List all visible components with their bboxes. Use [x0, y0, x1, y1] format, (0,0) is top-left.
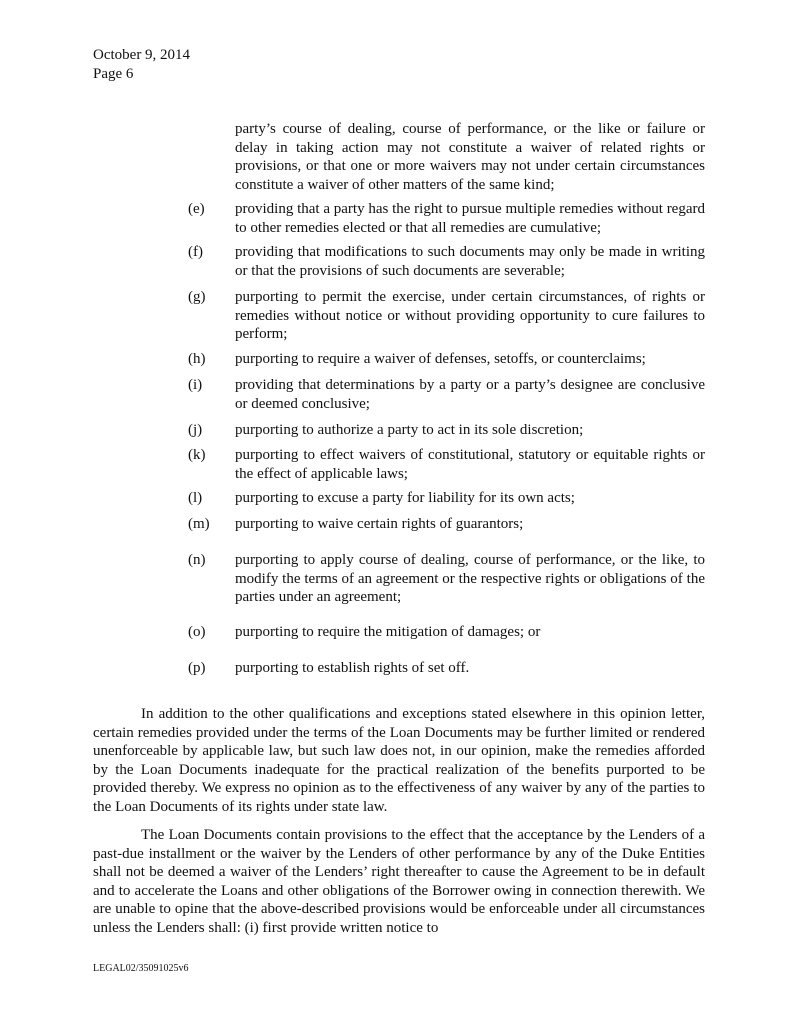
list-item-text: purporting to require a waiver of defenses, setoffs, or counterclaims; — [235, 351, 646, 367]
list-item-text: providing that determinations by a party or a party’s designee are conclusive or deemed conclusive; — [235, 377, 705, 412]
document-id-footer: LEGAL02/35091025v6 — [93, 963, 189, 974]
list-item-text: providing that modifications to such documents may only be made in writing or that the provisions of such documents are severable; — [235, 244, 705, 279]
list-item-label: (i) — [188, 377, 203, 393]
list-item-text: purporting to excuse a party for liability for its own acts; — [235, 490, 575, 506]
list-item-label: (o) — [188, 624, 206, 640]
list-item-text: purporting to authorize a party to act in its sole discretion; — [235, 422, 584, 438]
header-page-number: Page 6 — [93, 66, 134, 82]
body-paragraph-loan-documents: The Loan Documents contain provisions to the effect that the acceptance by the Lenders of a past-due installment or the waiver by the Lenders of other performance by any of the Duke Entities shall not be deemed a waiver of the Lenders’ right thereafter to cause the Agreement to be in default and to accelerate the Loans and other obligations of the Borrower owing in connection therewith. We are unable to opine that the above-described provisions would be enforceable under all circumstances unless the Lenders shall: (i) first provide written notice to — [93, 827, 705, 936]
list-continuation-text: party’s course of dealing, course of performance, or the like or failure or delay in taking action may not constitute a waiver of related rights or provisions, or that one or more waivers may not under certain circumstances constitute a waiver of other matters of the same kind; — [235, 121, 705, 193]
list-item-label: (g) — [188, 289, 206, 305]
list-item-text: purporting to require the mitigation of damages; or — [235, 624, 541, 640]
list-item-text: providing that a party has the right to pursue multiple remedies without regard to other remedies elected or that all remedies are cumulative; — [235, 201, 705, 236]
list-item-label: (m) — [188, 516, 210, 532]
list-item-label: (n) — [188, 552, 206, 568]
list-item-label: (l) — [188, 490, 203, 506]
list-item-label: (h) — [188, 351, 206, 367]
list-item-label: (j) — [188, 422, 203, 438]
list-item-text: purporting to apply course of dealing, course of performance, or the like, to modify the terms of an agreement or the respective rights or obligations of the parties under an agreement; — [235, 552, 705, 605]
header-date: October 9, 2014 — [93, 47, 191, 63]
page-header — [93, 46, 190, 84]
list-item-text: purporting to permit the exercise, under certain circumstances, of rights or remedies without notice or without providing opportunity to cure failures to perform; — [235, 289, 705, 342]
list-item-text: purporting to effect waivers of constitutional, statutory or equitable rights or the effect of applicable laws; — [235, 447, 705, 482]
list-item-label: (e) — [188, 201, 205, 217]
list-item-label: (p) — [188, 660, 206, 676]
list-item-label: (k) — [188, 447, 206, 463]
list-item-label: (f) — [188, 244, 203, 260]
list-item-text: purporting to waive certain rights of guarantors; — [235, 516, 524, 532]
list-item-text: purporting to establish rights of set off. — [235, 660, 470, 676]
body-paragraph-remedies: In addition to the other qualifications and exceptions stated elsewhere in this opinion letter, certain remedies provided under the terms of the Loan Documents may be further limited or rendered unenforceable by applicable law, but such law does not, in our opinion, make the remedies afforded by the Loan Documents inadequate for the practical realization of the benefits purported to be provided thereby. We express no opinion as to the effectiveness of any waiver by any of the parties to the Loan Documents of its rights under state law. — [93, 706, 705, 815]
